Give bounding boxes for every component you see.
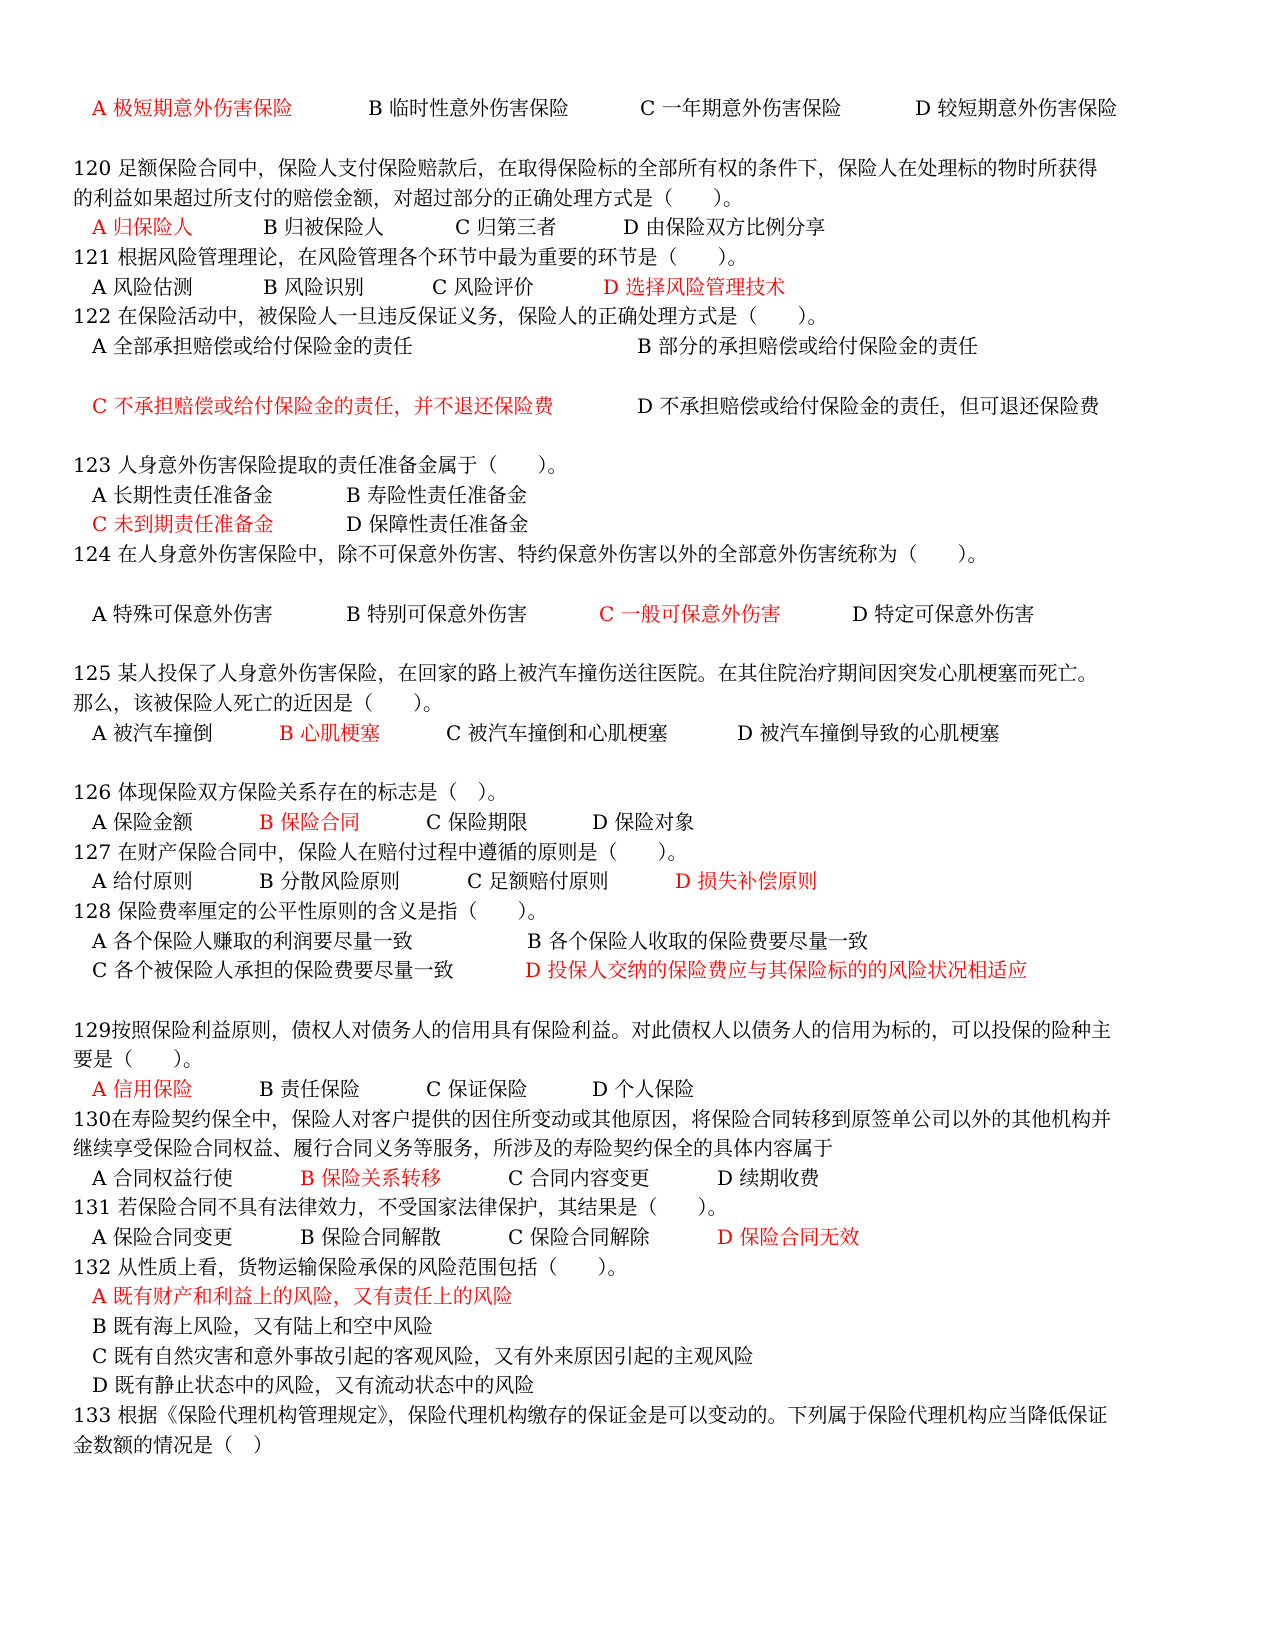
question-132-stem <box>0 1253 1275 1281</box>
question-131-stem <box>0 1193 1275 1221</box>
question-text: 133 根据《保险代理机构管理规定》，保险代理机构缴存的保证金是可以变动的。下列属于保险代理机构应当降低保证 <box>73 1403 1108 1427</box>
option-a: A 既有财产和利益上的风险，又有责任上的风险 <box>92 1284 513 1308</box>
question-128-stem <box>0 897 1275 925</box>
option-d: D 保险对象 <box>592 810 695 834</box>
question-text: 124 在人身意外伤害保险中，除不可保意外伤害、特约保意外伤害以外的全部意外伤害统称为（ ）。 <box>73 542 988 566</box>
option-b: B 寿险性责任准备金 <box>346 483 528 507</box>
question-text: 129按照保险利益原则，债权人对债务人的信用具有保险利益。对此债权人以债务人的信用为标的，可以投保的险种主 <box>73 1018 1112 1042</box>
question-128-options-cd <box>0 956 1275 984</box>
option-c: C 被汽车撞倒和心肌梗塞 <box>446 721 668 745</box>
question-text: 127 在财产保险合同中，保险人在赔付过程中遵循的原则是（ ）。 <box>73 840 688 864</box>
question-124-options <box>0 600 1275 628</box>
question-129-stem-cont <box>0 1045 1275 1073</box>
question-text: 的利益如果超过所支付的赔偿金额，对超过部分的正确处理方式是（ ）。 <box>73 186 743 210</box>
option-d: D 被汽车撞倒导致的心肌梗塞 <box>737 721 1000 745</box>
option-d: D 选择风险管理技术 <box>603 275 786 299</box>
question-125-stem-cont <box>0 689 1275 717</box>
question-130-options <box>0 1164 1275 1192</box>
question-text: 128 保险费率厘定的公平性原则的含义是指（ ）。 <box>73 899 548 923</box>
option-b: B 临时性意外伤害保险 <box>368 96 570 120</box>
option-a: A 全部承担赔偿或给付保险金的责任 <box>92 334 413 358</box>
question-132-option-b <box>0 1312 1275 1340</box>
option-b: B 归被保险人 <box>263 215 385 239</box>
option-b: B 部分的承担赔偿或给付保险金的责任 <box>637 334 979 358</box>
question-120-stem-cont <box>0 184 1275 212</box>
option-d: D 个人保险 <box>592 1077 695 1101</box>
question-128-options-ab <box>0 927 1275 955</box>
option-d: D 较短期意外伤害保险 <box>915 96 1118 120</box>
question-122-options-cd <box>0 392 1275 420</box>
option-b: B 分散风险原则 <box>259 869 401 893</box>
question-123-options-cd <box>0 510 1275 538</box>
option-d: D 特定可保意外伤害 <box>852 602 1035 626</box>
question-text: 继续享受保险合同权益、履行合同义务等服务，所涉及的寿险契约保全的具体内容属于 <box>73 1136 833 1160</box>
option-c: C 足额赔付原则 <box>467 869 609 893</box>
option-a: A 各个保险人赚取的利润要尽量一致 <box>92 929 413 953</box>
option-b: B 风险识别 <box>263 275 365 299</box>
question-129-options <box>0 1075 1275 1103</box>
option-c: C 未到期责任准备金 <box>92 512 274 536</box>
option-b: B 特别可保意外伤害 <box>346 602 528 626</box>
question-text: 那么，该被保险人死亡的近因是（ ）。 <box>73 691 443 715</box>
option-c: C 合同内容变更 <box>508 1166 650 1190</box>
question-130-stem-cont <box>0 1134 1275 1162</box>
question-123-stem <box>0 451 1275 479</box>
question-127-stem <box>0 838 1275 866</box>
question-124-stem <box>0 540 1275 568</box>
question-129-stem <box>0 1016 1275 1044</box>
question-123-options-ab <box>0 481 1275 509</box>
option-d: D 不承担赔偿或给付保险金的责任，但可退还保险费 <box>637 394 1100 418</box>
option-d: D 保险合同无效 <box>717 1225 860 1249</box>
question-120-stem <box>0 154 1275 182</box>
question-125-options <box>0 719 1275 747</box>
option-a: A 长期性责任准备金 <box>92 483 273 507</box>
question-130-stem <box>0 1105 1275 1133</box>
question-text: 131 若保险合同不具有法律效力，不受国家法律保护，其结果是（ ）。 <box>73 1195 728 1219</box>
question-120-options <box>0 213 1275 241</box>
option-c: C 风险评价 <box>432 275 534 299</box>
question-text: 120 足额保险合同中，保险人支付保险赔款后，在取得保险标的全部所有权的条件下，保险人在处理标的物时所获得 <box>73 156 1098 180</box>
option-a: A 被汽车撞倒 <box>92 721 213 745</box>
question-126-stem <box>0 778 1275 806</box>
question-132-option-a <box>0 1282 1275 1310</box>
question-121-options <box>0 273 1275 301</box>
question-text: 123 人身意外伤害保险提取的责任准备金属于（ ）。 <box>73 453 568 477</box>
question-text: 132 从性质上看，货物运输保险承保的风险范围包括（ ）。 <box>73 1255 628 1279</box>
option-d: D 既有静止状态中的风险，又有流动状态中的风险 <box>92 1373 535 1397</box>
question-text: 要是（ ）。 <box>73 1047 203 1071</box>
option-a: A 风险估测 <box>92 275 193 299</box>
option-c: C 保险合同解除 <box>508 1225 650 1249</box>
option-a: A 特殊可保意外伤害 <box>92 602 273 626</box>
option-c: C 保证保险 <box>426 1077 528 1101</box>
question-125-stem <box>0 659 1275 687</box>
option-d: D 损失补偿原则 <box>675 869 818 893</box>
question-text: 122 在保险活动中，被保险人一旦违反保证义务，保险人的正确处理方式是（ ）。 <box>73 304 828 328</box>
option-b: B 保险合同 <box>259 810 361 834</box>
option-c: C 不承担赔偿或给付保险金的责任，并不退还保险费 <box>92 394 554 418</box>
option-a: A 给付原则 <box>92 869 193 893</box>
question-text: 金数额的情况是（ ） <box>73 1433 273 1457</box>
question-126-options <box>0 808 1275 836</box>
question-text: 130在寿险契约保全中，保险人对客户提供的因住所变动或其他原因，将保险合同转移到原签单公司以外的其他机构并 <box>73 1107 1112 1131</box>
question-133-stem <box>0 1401 1275 1429</box>
question-127-options <box>0 867 1275 895</box>
option-a: A 保险金额 <box>92 810 193 834</box>
option-c: C 一般可保意外伤害 <box>599 602 781 626</box>
option-b: B 保险关系转移 <box>300 1166 442 1190</box>
question-text: 125 某人投保了人身意外伤害保险，在回家的路上被汽车撞伤送往医院。在其住院治疗期间因突发心肌梗塞而死亡。 <box>73 661 1098 685</box>
option-b: B 既有海上风险，又有陆上和空中风险 <box>92 1314 434 1338</box>
question-132-option-c <box>0 1342 1275 1370</box>
option-a: A 信用保险 <box>92 1077 193 1101</box>
option-d: D 投保人交纳的保险费应与其保险标的的风险状况相适应 <box>525 958 1028 982</box>
option-c: C 保险期限 <box>426 810 528 834</box>
question-122-options-ab <box>0 332 1275 360</box>
option-c: C 一年期意外伤害保险 <box>640 96 842 120</box>
option-b: B 责任保险 <box>259 1077 361 1101</box>
question-131-options <box>0 1223 1275 1251</box>
option-a: A 合同权益行使 <box>92 1166 233 1190</box>
option-a: A 归保险人 <box>92 215 193 239</box>
question-text: 126 体现保险双方保险关系存在的标志是（ ）。 <box>73 780 508 804</box>
option-c: C 各个被保险人承担的保险费要尽量一致 <box>92 958 454 982</box>
question-119-options <box>0 94 1275 122</box>
question-121-stem <box>0 243 1275 271</box>
option-a: A 保险合同变更 <box>92 1225 233 1249</box>
question-133-stem-cont <box>0 1431 1275 1459</box>
option-a: A 极短期意外伤害保险 <box>92 96 293 120</box>
option-d: D 由保险双方比例分享 <box>623 215 826 239</box>
question-122-stem <box>0 302 1275 330</box>
option-d: D 续期收费 <box>717 1166 820 1190</box>
question-text: 121 根据风险管理理论，在风险管理各个环节中最为重要的环节是（ ）。 <box>73 245 748 269</box>
option-d: D 保障性责任准备金 <box>346 512 529 536</box>
option-c: C 归第三者 <box>455 215 557 239</box>
option-b: B 各个保险人收取的保险费要尽量一致 <box>527 929 869 953</box>
option-c: C 既有自然灾害和意外事故引起的客观风险，又有外来原因引起的主观风险 <box>92 1344 754 1368</box>
option-b: B 保险合同解散 <box>300 1225 442 1249</box>
question-132-option-d <box>0 1371 1275 1399</box>
option-b: B 心肌梗塞 <box>279 721 381 745</box>
